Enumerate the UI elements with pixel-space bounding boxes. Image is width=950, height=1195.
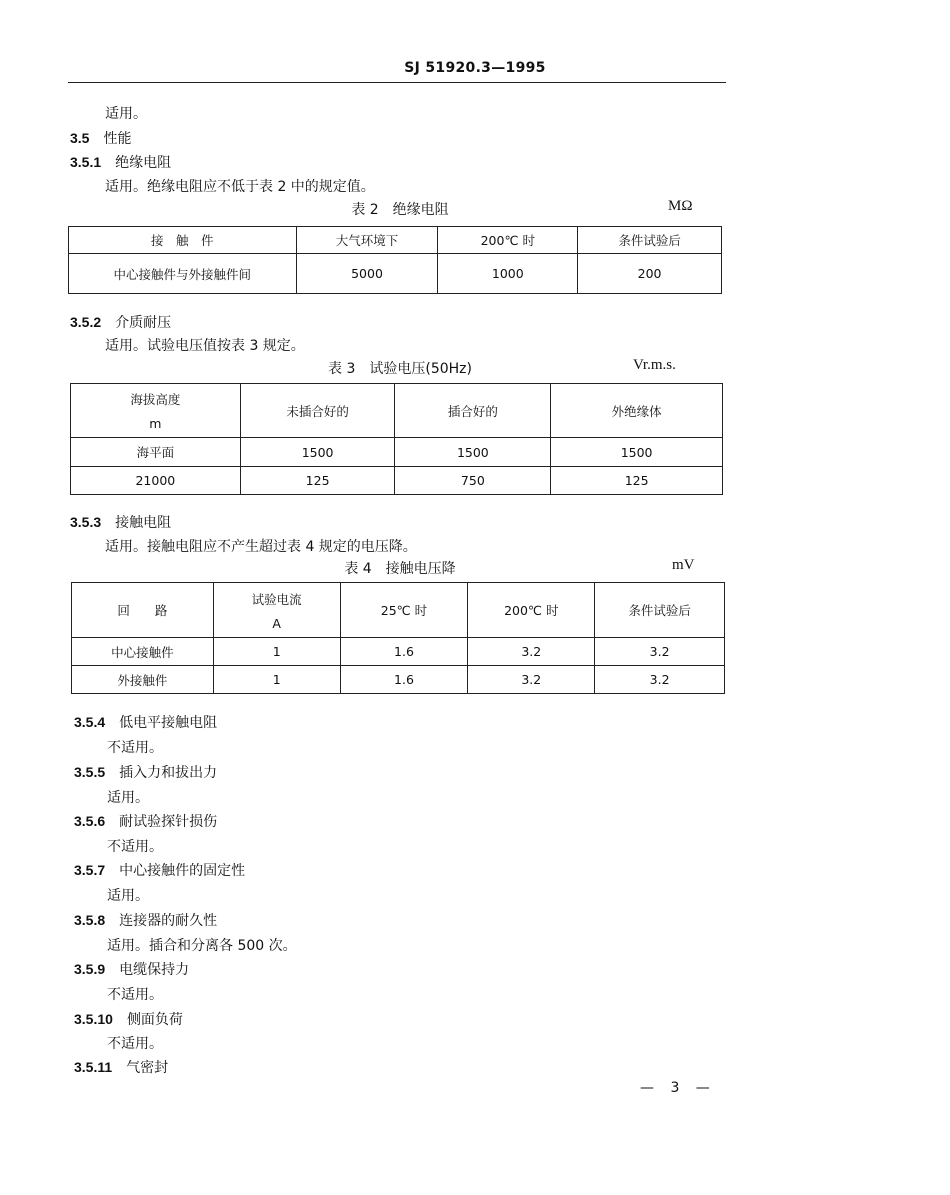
table4-header-cell: 条件试验后 [595,583,725,638]
section-title: 低电平接触电阻 [119,715,218,731]
section-body: 适用。 [107,790,149,806]
section-body: 不适用。 [107,740,163,756]
section-body: 适用。试验电压值按表 3 规定。 [105,338,305,354]
section-number: 3.5.6 [74,813,106,829]
table3-header-altitude [71,384,241,438]
table4-header-current [213,583,340,638]
table2-header-cell: 条件试验后 [578,227,722,254]
section-3-5-6 [74,811,217,831]
table2-header-cell: 接 触 件 [69,227,297,254]
table3-unit: Vr.m.s. [633,357,676,373]
section-3-5-11 [74,1057,168,1077]
table3-header-cell: 外绝缘体 [551,384,723,438]
section-body: 不适用。 [107,1036,163,1052]
section-body: 不适用。 [107,839,163,855]
section-3-5-2 [70,312,171,332]
section-title: 插入力和拔出力 [119,765,218,781]
document-header: SJ 51920.3—1995 [404,60,546,76]
table3-cell: 海平面 [71,438,241,467]
section-3-5-3 [70,512,171,532]
current-label: 试验电流 [251,591,302,607]
section-title: 气密封 [126,1060,169,1076]
section-body: 适用。插合和分离各 500 次。 [107,938,297,954]
section-3-5-9 [74,959,189,979]
table4-cell: 1.6 [340,666,468,694]
section-number: 3.5.9 [74,961,106,977]
table4-cell: 3.2 [468,666,595,694]
table3-cell: 1500 [551,438,723,467]
table3-cell: 21000 [71,467,241,495]
section-body: 适用。 [107,888,149,904]
table2-cell: 1000 [438,254,578,294]
section-3-5-8 [74,910,217,930]
table4 [71,582,725,694]
section-3-5-5 [74,762,217,782]
table2-header-cell: 200℃ 时 [438,227,578,254]
table3 [70,383,723,495]
table4-cell: 3.2 [468,638,595,666]
section-number: 3.5.7 [74,862,106,878]
header-rule [68,82,726,83]
table4-cell: 外接触件 [72,666,214,694]
section-title: 性能 [103,131,132,147]
table2-header-cell: 大气环境下 [296,227,438,254]
section-title: 连接器的耐久性 [119,913,218,929]
section-number: 3.5.1 [70,154,102,170]
section-body: 适用。接触电阻应不产生超过表 4 规定的电压降。 [105,539,417,555]
section-3-5-7 [74,860,245,880]
section-3-5-10 [74,1009,183,1029]
table2 [68,226,722,294]
section-title: 绝缘电阻 [115,155,172,171]
table4-cell: 中心接触件 [72,638,214,666]
section-number: 3.5.4 [74,714,106,730]
table2-cell: 200 [578,254,722,294]
table3-header-cell: 未插合好的 [240,384,395,438]
applicable-text: 适用。 [105,106,147,122]
altitude-unit: m [149,416,162,431]
section-title: 电缆保持力 [119,962,190,978]
table2-unit: MΩ [668,198,693,214]
current-unit: A [272,615,281,631]
section-body: 不适用。 [107,987,163,1003]
table4-header-cell: 25℃ 时 [340,583,468,638]
section-number: 3.5.3 [70,514,102,530]
section-title: 侧面负荷 [126,1012,183,1028]
table4-header-cell: 200℃ 时 [468,583,595,638]
section-number: 3.5 [70,130,90,146]
section-3-5 [70,128,131,148]
table3-header-cell: 插合好的 [395,384,551,438]
section-title: 中心接触件的固定性 [119,863,246,879]
table2-cell: 5000 [296,254,438,294]
section-title: 介质耐压 [115,315,172,331]
section-number: 3.5.2 [70,314,102,330]
table4-cell: 1 [213,666,340,694]
table4-cell: 1 [213,638,340,666]
table4-caption: 表 4 接触电压降 [344,561,456,577]
table3-cell: 750 [395,467,551,495]
altitude-label: 海拔高度 [130,392,181,407]
table3-cell: 125 [551,467,723,495]
section-number: 3.5.11 [74,1059,113,1075]
table4-header-circuit: 回 路 [72,583,214,638]
section-title: 耐试验探针损伤 [119,814,218,830]
table3-caption: 表 3 试验电压(50Hz) [328,361,472,377]
table2-cell: 中心接触件与外接触件间 [69,254,297,294]
section-3-5-4 [74,712,217,732]
table3-cell: 1500 [395,438,551,467]
section-number: 3.5.10 [74,1011,113,1027]
table4-cell: 3.2 [595,666,725,694]
section-number: 3.5.8 [74,912,106,928]
table4-unit: mV [672,557,695,573]
table3-cell: 1500 [240,438,395,467]
section-title: 接触电阻 [115,515,172,531]
table2-caption: 表 2 绝缘电阻 [351,202,449,218]
table4-cell: 1.6 [340,638,468,666]
table4-cell: 3.2 [595,638,725,666]
page-number: — 3 — [640,1080,716,1096]
section-body: 适用。绝缘电阻应不低于表 2 中的规定值。 [105,179,375,195]
section-number: 3.5.5 [74,764,106,780]
section-3-5-1 [70,152,171,172]
table3-cell: 125 [240,467,395,495]
